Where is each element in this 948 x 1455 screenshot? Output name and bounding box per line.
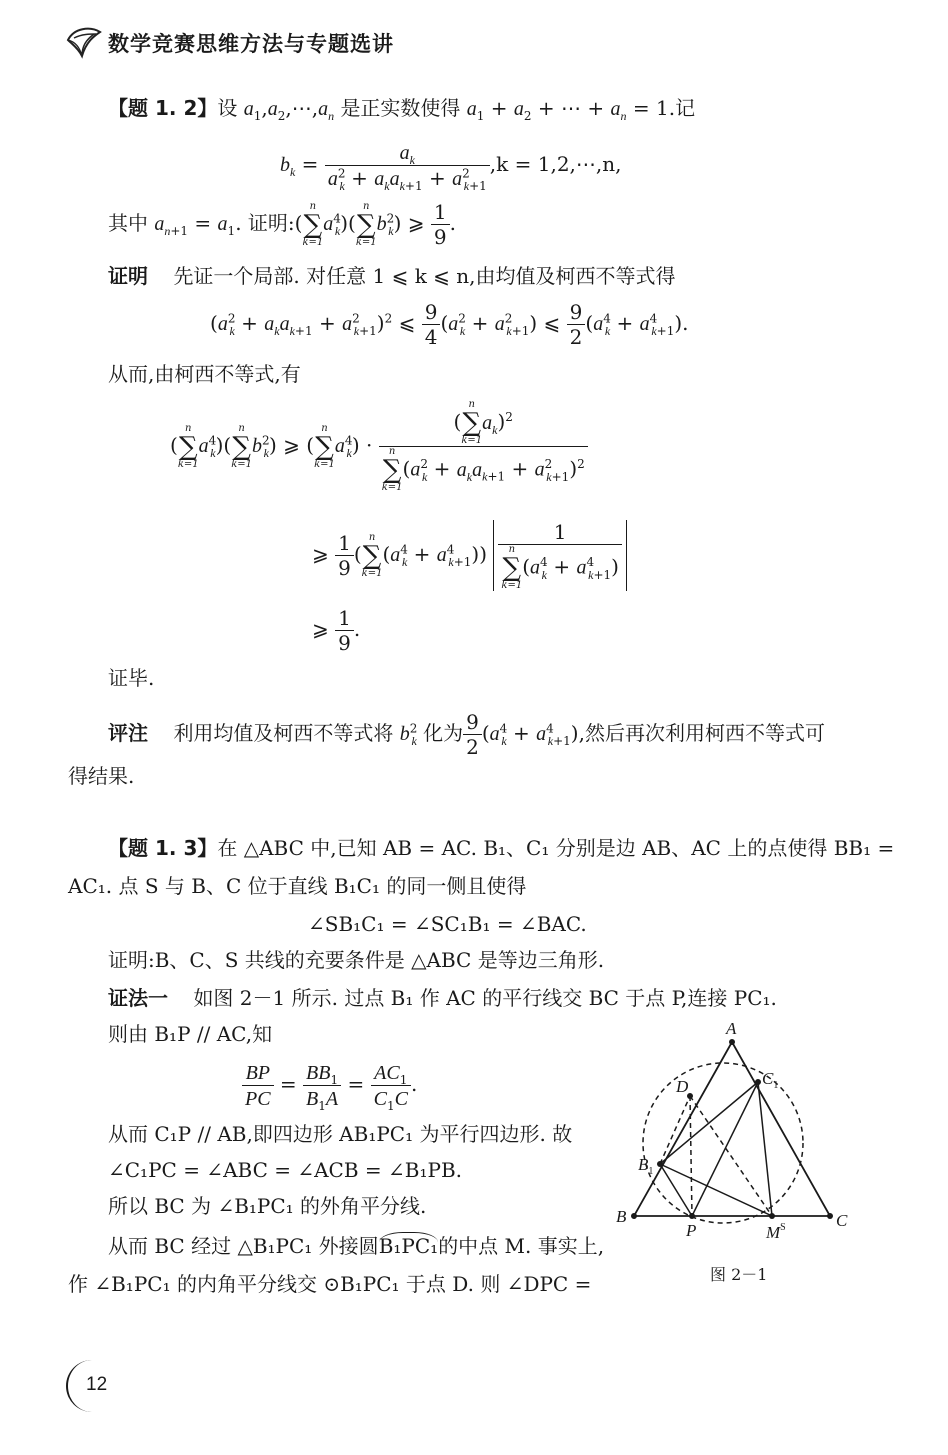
b-k-definition: $b_k$ = $\frac{a_k}{a^2_k + a_ka_{k+1} + a^2_{k+1}}$ ,k = 1,2,⋯,n, bbox=[280, 142, 622, 193]
remark-1-2: 评注 利用均值及柯西不等式将 $b^2_k$ 化为 $\frac{9}{2}$ $(a^4_k + a^4_{k+1})$,然后再次利用柯西不等式可 bbox=[108, 710, 825, 759]
cauchy-step-3: ⩾ $\frac{1}{9}$ . bbox=[312, 606, 361, 655]
figure-2-1 bbox=[606, 1016, 866, 1276]
proof-1-2-then: 从而,由柯西不等式,有 bbox=[108, 362, 301, 386]
label-c: C bbox=[836, 1211, 848, 1230]
book-title: 数学竞赛思维方法与专题选讲 bbox=[108, 32, 394, 56]
figure-caption: 图 2－1 bbox=[710, 1265, 768, 1284]
cauchy-step-1: ( n ∑ k=1 $a^4_k$)( n ∑ k=1 $b^2_k$) ⩾ ( n ∑ k=1 $a^4_k$) · ( n ∑ k=1 $a_k)^2$ n ∑ k=1 $(a^2_k + a_ka_{k+1} + a^2_{k+1})^2$ bbox=[170, 400, 588, 493]
label-a: A bbox=[726, 1019, 737, 1038]
label-p: P bbox=[686, 1221, 697, 1240]
proof-1-3-line3: 从而 C₁P // AB,即四边形 AB₁PC₁ 为平行四边形. 故 bbox=[108, 1122, 573, 1146]
label-b: B bbox=[616, 1207, 627, 1226]
remark-1-2-end: 得结果. bbox=[68, 764, 135, 788]
proof-1-3-line6: 从而 BC 经过 △B₁PC₁ 外接圆B₁PC₁的中点 M. 事实上, bbox=[108, 1234, 605, 1258]
triangle-abc bbox=[634, 1042, 830, 1216]
problem-1-3-line2: AC₁. 点 S 与 B、C 位于直线 B₁C₁ 的同一侧且使得 bbox=[68, 874, 527, 898]
problem-1-3-goal: 证明:B、C、S 共线的充要条件是 △ABC 是等边三角形. bbox=[108, 948, 605, 972]
page-number-badge bbox=[66, 1360, 120, 1412]
proof-1-3-line2: 则由 B₁P // AC,知 bbox=[108, 1022, 273, 1046]
page-number: 12 bbox=[86, 1374, 108, 1395]
proof-1-3-line4: ∠C₁PC = ∠ABC = ∠ACB = ∠B₁PB. bbox=[108, 1158, 463, 1182]
ratio-equation: $\frac{BP}{PC}$ = $\frac{BB_1}{B_1A}$ = $\frac{AC_1}{C_1C}$ . bbox=[242, 1060, 417, 1111]
proof-1-3-line5: 所以 BC 为 ∠B₁PC₁ 的外角平分线. bbox=[108, 1194, 427, 1218]
page-header bbox=[64, 22, 864, 62]
local-inequality: $(a^2_k + a_ka_{k+1} + a^2_{k+1})^2$ ⩽ $\frac{9}{4}$ $(a^2_k + a^2_{k+1})$ ⩽ $\frac{9}{2}$ $(a^4_k + a^4_{k+1})$. bbox=[210, 300, 689, 349]
leaf-logo-icon bbox=[64, 22, 104, 60]
problem-1-2-goal: 其中 $a_{n+1} = a_1$. 证明:( n ∑ k=1 $a^4_k$)( n ∑ k=1 $b^2_k$) ⩾ $\frac{1}{9}$ . bbox=[108, 200, 456, 249]
problem-1-3-eq: ∠SB₁C₁ = ∠SC₁B₁ = ∠BAC. bbox=[308, 912, 587, 936]
label-b1: $B_1$ bbox=[638, 1155, 654, 1177]
proof-1-2-done: 证毕. bbox=[108, 666, 155, 690]
label-m: $M^S$ bbox=[766, 1222, 786, 1242]
proof-1-2-intro: 证明 先证一个局部. 对任意 1 ⩽ k ⩽ n,由均值及柯西不等式得 bbox=[108, 264, 676, 288]
proof-1-3-line7: 作 ∠B₁PC₁ 的内角平分线交 ⊙B₁PC₁ 于点 D. 则 ∠DPC = bbox=[68, 1272, 592, 1296]
problem-1-3-line1: 【题 1. 3】在 △ABC 中,已知 AB = AC. B₁、C₁ 分别是边 AB、AC 上的点使得 BB₁ = bbox=[108, 836, 895, 860]
label-c1: $C_1$ bbox=[762, 1069, 779, 1091]
cauchy-step-2: ⩾ $\frac{1}{9}$ ( n ∑ k=1 $(a^4_k + a^4_{k+1})$) 1 n ∑ k=1 $(a^4_k + a^4_{k+1})$ bbox=[312, 520, 627, 591]
problem-1-2-statement: 【题 1. 2】设 $a_1,a_2,\cdots,a_n$ 是正实数使得 $a_1 + a_2$ + ⋯ + $a_n = 1$.记 bbox=[108, 96, 696, 123]
label-d: D bbox=[676, 1077, 689, 1096]
proof-1-3-line1: 证法一 如图 2－1 所示. 过点 B₁ 作 AC 的平行线交 BC 于点 P,连接 PC₁. bbox=[108, 986, 777, 1010]
